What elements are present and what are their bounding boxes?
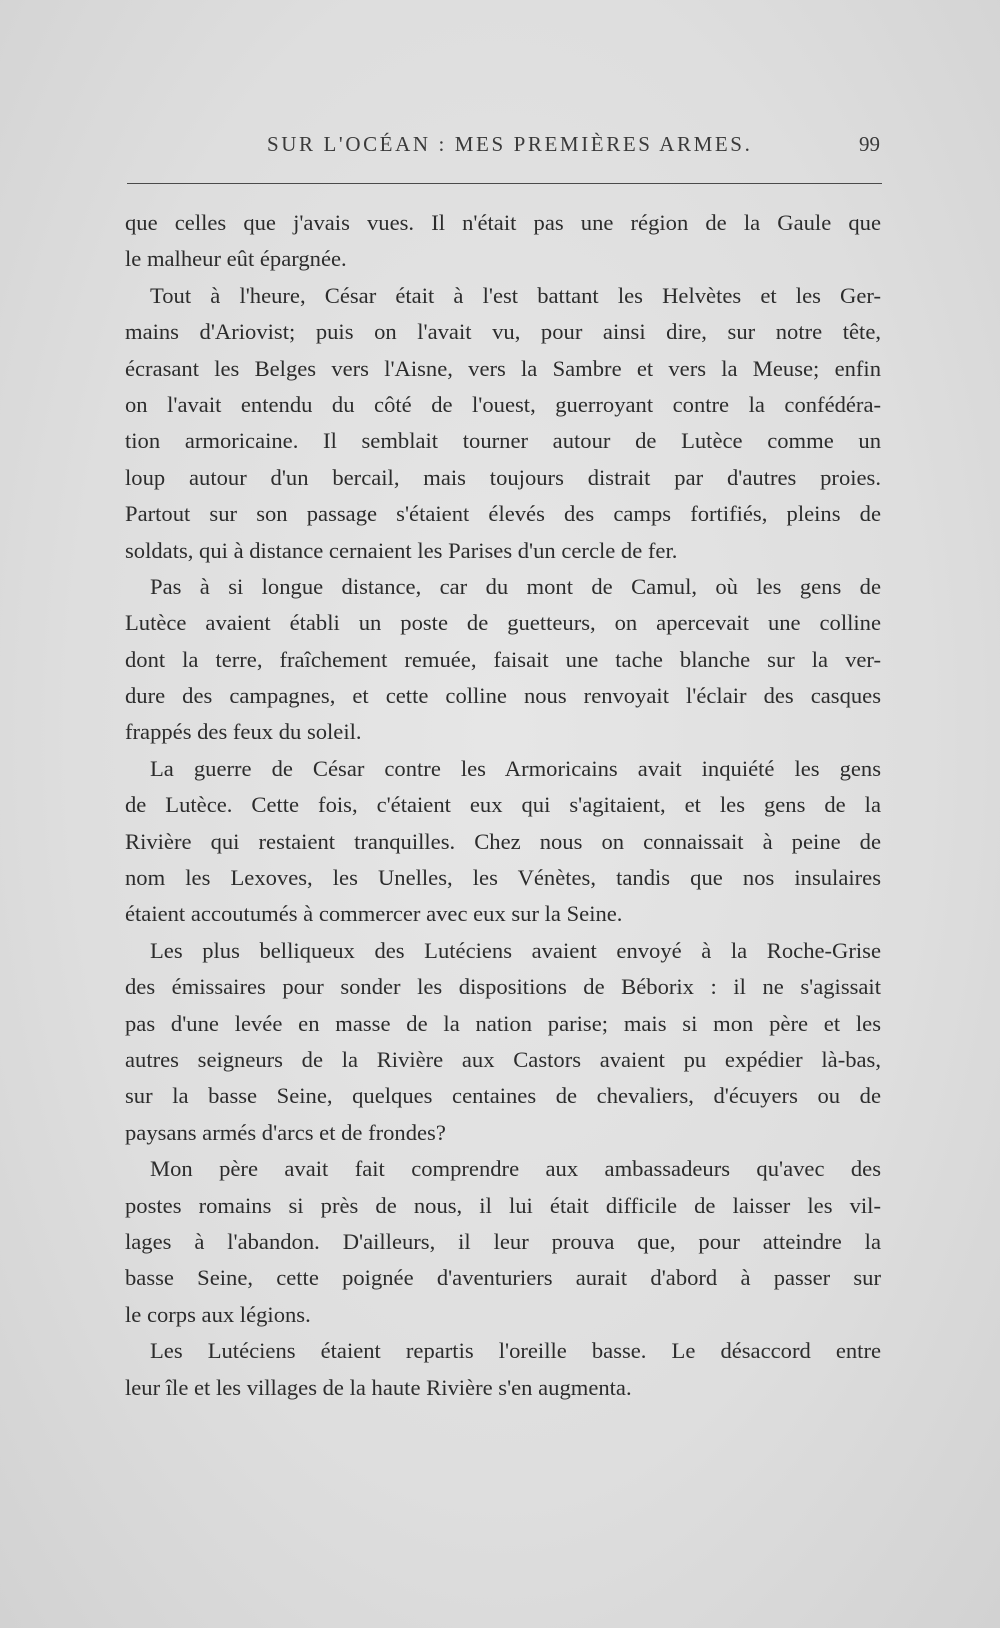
text-line: lages à l'abandon. D'ailleurs, il leur prouva que, pour atteindre la xyxy=(125,1228,881,1254)
text-line: dont la terre, fraîchement remuée, faisait une tache blanche sur la ver- xyxy=(125,646,881,672)
text-line: soldats, qui à distance cernaient les Parises d'un cercle de fer. xyxy=(125,537,678,563)
text-line: nom les Lexoves, les Unelles, les Vénètes, tandis que nos insulaires xyxy=(125,865,881,891)
text-line: Partout sur son passage s'étaient élevés des camps fortifiés, pleins de xyxy=(125,501,881,527)
text-line: leur île et les villages de la haute Rivière s'en augmenta. xyxy=(125,1374,632,1400)
text-line: Les Lutéciens étaient repartis l'oreille basse. Le désaccord entre xyxy=(150,1338,881,1364)
text-line: Tout à l'heure, César était à l'est battant les Helvètes et les Ger- xyxy=(150,282,881,308)
page-number: 99 xyxy=(859,132,880,156)
running-title: SUR L'OCÉAN : MES PREMIÈRES ARMES. xyxy=(267,132,753,156)
text-line: écrasant les Belges vers l'Aisne, vers la Sambre et vers la Meuse; enfin xyxy=(125,355,881,381)
text-line: Mon père avait fait comprendre aux ambassadeurs qu'avec des xyxy=(150,1156,881,1182)
paragraph xyxy=(125,751,881,933)
text-line: le malheur eût épargnée. xyxy=(125,246,347,272)
text-line: mains d'Ariovist; puis on l'avait vu, pour ainsi dire, sur notre tête, xyxy=(125,319,881,345)
paragraph xyxy=(125,569,881,751)
paragraph xyxy=(125,933,881,1151)
text-line: que celles que j'avais vues. Il n'était pas une région de la Gaule que xyxy=(125,210,881,235)
body-text xyxy=(125,205,881,1406)
text-line: Les plus belliqueux des Lutéciens avaient envoyé à la Roche-Grise xyxy=(150,937,881,963)
text-line: pas d'une levée en masse de la nation parise; mais si mon père et les xyxy=(125,1010,881,1036)
text-line: de Lutèce. Cette fois, c'étaient eux qui s'agitaient, et les gens de la xyxy=(125,792,881,818)
text-line: basse Seine, cette poignée d'aventuriers aurait d'abord à passer sur xyxy=(125,1265,881,1291)
text-line: le corps aux légions. xyxy=(125,1301,311,1327)
text-line: Pas à si longue distance, car du mont de Camul, où les gens de xyxy=(150,573,881,599)
text-line: des émissaires pour sonder les dispositions de Béborix : il ne s'agissait xyxy=(125,974,881,1000)
text-line: frappés des feux du soleil. xyxy=(125,719,362,745)
header-rule xyxy=(127,183,882,184)
text-line: loup autour d'un bercail, mais toujours distrait par d'autres proies. xyxy=(125,464,881,490)
text-line: Lutèce avaient établi un poste de guetteurs, on apercevait une colline xyxy=(125,610,881,636)
text-line: paysans armés d'arcs et de frondes? xyxy=(125,1119,446,1145)
paragraph xyxy=(125,205,881,278)
text-line: Rivière qui restaient tranquilles. Chez nous on connaissait à peine de xyxy=(125,828,881,854)
paragraph xyxy=(125,1151,881,1333)
text-line: postes romains si près de nous, il lui était difficile de laisser les vil- xyxy=(125,1192,881,1218)
paragraph xyxy=(125,278,881,569)
text-line: étaient accoutumés à commercer avec eux sur la Seine. xyxy=(125,901,623,927)
paragraph xyxy=(125,1333,881,1406)
text-line: autres seigneurs de la Rivière aux Castors avaient pu expédier là-bas, xyxy=(125,1046,881,1072)
text-line: dure des campagnes, et cette colline nous renvoyait l'éclair des casques xyxy=(125,683,881,709)
text-line: sur la basse Seine, quelques centaines de chevaliers, d'écuyers ou de xyxy=(125,1083,881,1109)
page-header xyxy=(127,132,880,162)
text-line: La guerre de César contre les Armoricains avait inquiété les gens xyxy=(150,755,881,781)
text-line: tion armoricaine. Il semblait tourner autour de Lutèce comme un xyxy=(125,428,881,454)
text-line: on l'avait entendu du côté de l'ouest, guerroyant contre la confédéra- xyxy=(125,391,881,417)
